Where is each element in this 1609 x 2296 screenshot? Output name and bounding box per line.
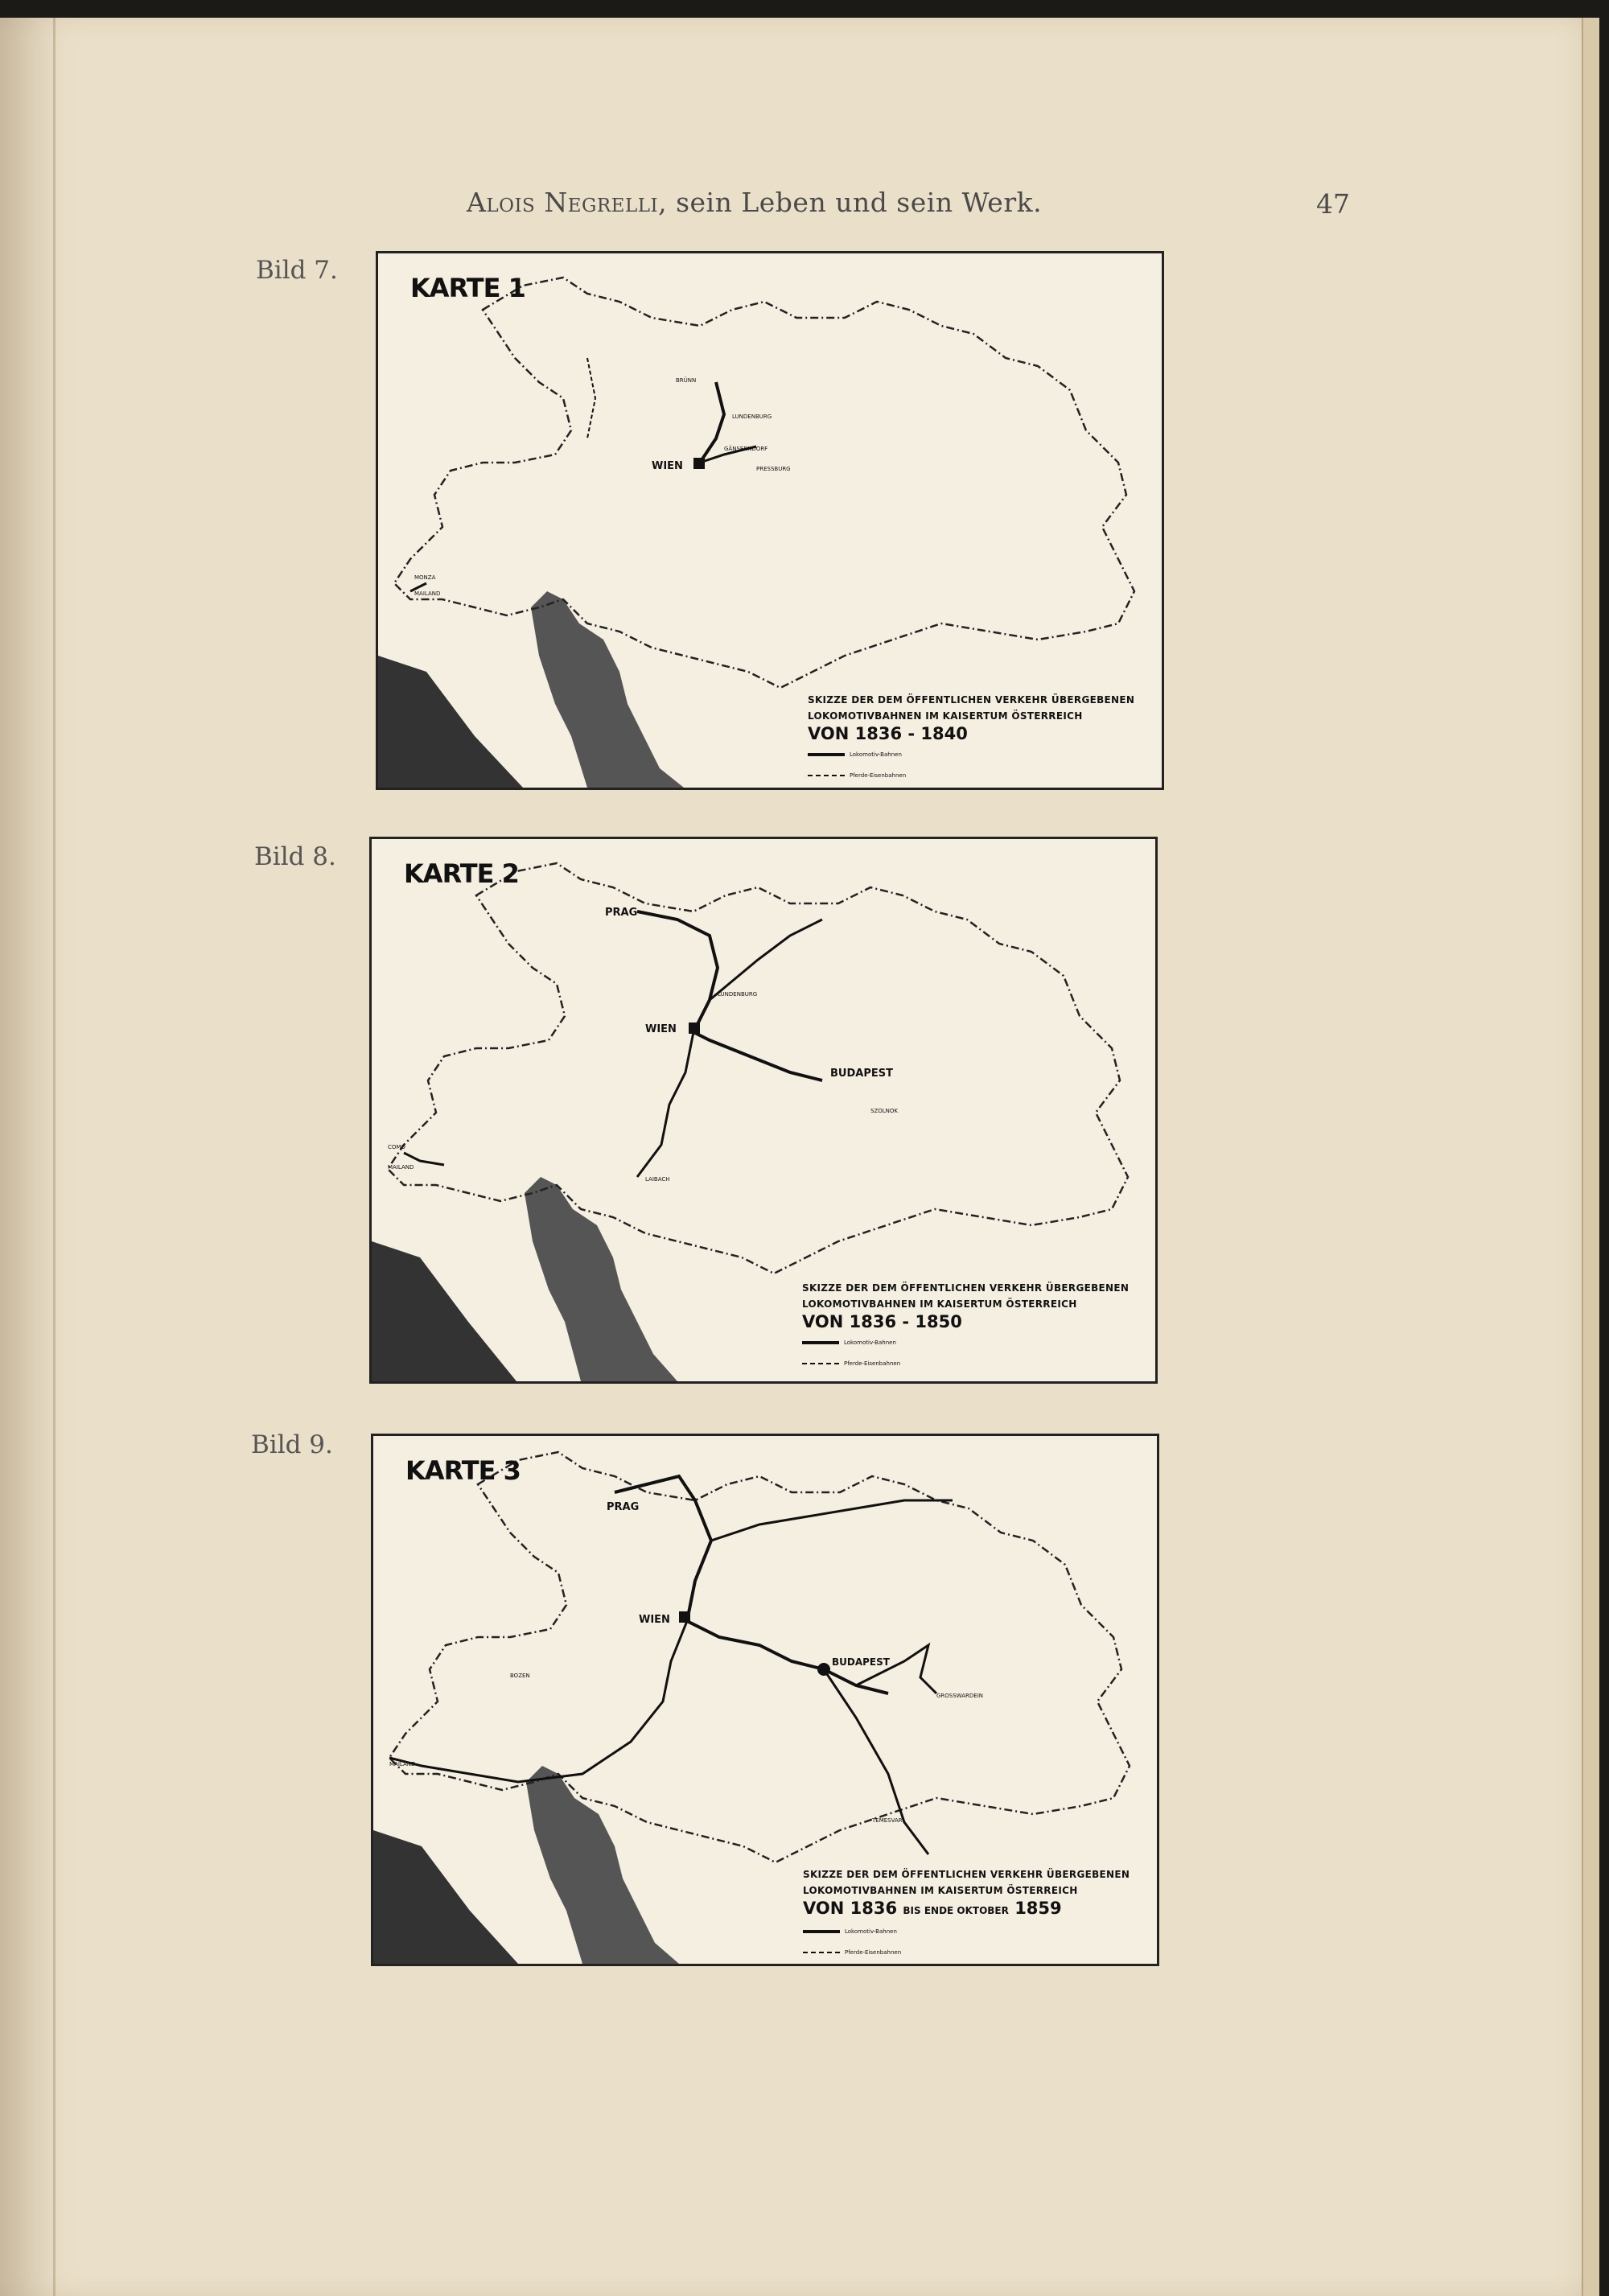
legend-line1-1: SKIZZE DER DEM ÖFFENTLICHEN VERKEHR ÜBERGEBENEN <box>808 694 1135 706</box>
map-karte-2 <box>369 837 1158 1384</box>
railway-debreczin <box>856 1645 936 1693</box>
sea-hatch-left <box>378 656 523 788</box>
svg-text:BUDAPEST: BUDAPEST <box>832 1656 890 1668</box>
map-title-2: KARTE 2 <box>404 858 519 889</box>
map-legend-2 <box>802 1280 1129 1372</box>
legend-entry-dashed-3: Pferde-Eisenbahnen <box>803 1944 1130 1961</box>
railway-galizien <box>711 1500 953 1541</box>
figure-label-2: Bild 8. <box>254 842 336 871</box>
legend-entry-solid-3: Lokomotiv-Bahnen <box>803 1924 1130 1940</box>
svg-text:MAILAND: MAILAND <box>388 1164 414 1171</box>
svg-text:LUNDENBURG: LUNDENBURG <box>718 991 758 998</box>
svg-text:LUNDENBURG: LUNDENBURG <box>732 414 772 420</box>
svg-text:WIEN: WIEN <box>639 1614 670 1626</box>
svg-text:GÄNSERNDORF: GÄNSERNDORF <box>724 446 768 452</box>
figure-label-3: Bild 9. <box>251 1430 333 1459</box>
legend-line3-1: VON 1836 - 1840 <box>808 724 968 743</box>
svg-text:PRAG: PRAG <box>605 907 638 919</box>
border-outline-1 <box>394 278 1134 688</box>
legend-entry-solid-1: Lokomotiv-Bahnen <box>808 747 1134 763</box>
railway-szegedin <box>824 1669 928 1854</box>
svg-text:WIEN: WIEN <box>645 1023 677 1035</box>
svg-text:BRÜNN: BRÜNN <box>676 377 697 384</box>
map-title-3: KARTE 3 <box>405 1455 521 1486</box>
document-page <box>0 18 1599 2296</box>
svg-text:MAILAND: MAILAND <box>414 590 441 597</box>
svg-text:TEMESVAR: TEMESVAR <box>872 1817 903 1824</box>
svg-text:GROSSWARDEIN: GROSSWARDEIN <box>936 1693 983 1699</box>
svg-text:COMO: COMO <box>388 1144 405 1150</box>
svg-text:LAIBACH: LAIBACH <box>645 1176 670 1183</box>
label-wien-1: WIEN <box>652 460 683 472</box>
legend-line1-2: SKIZZE DER DEM ÖFFENTLICHEN VERKEHR ÜBERGEBENEN <box>802 1282 1130 1294</box>
legend-line3-3: VON 1836 BIS ENDE OKTOBER 1859 <box>803 1899 1062 1918</box>
svg-text:MONZA: MONZA <box>414 574 436 581</box>
svg-text:PRESSBURG: PRESSBURG <box>756 466 791 472</box>
railway-suedbahn <box>637 1032 693 1177</box>
figure-label-1: Bild 7. <box>256 256 338 285</box>
svg-text:BUDAPEST: BUDAPEST <box>830 1068 893 1080</box>
railway-krakau <box>710 920 822 1000</box>
page-number: 47 <box>1316 188 1350 220</box>
railway-nordbahn <box>700 382 724 463</box>
map-karte-1 <box>376 251 1164 790</box>
legend-entry-dashed-1: Pferde-Eisenbahnen <box>808 767 1134 784</box>
author-rest-n: egrelli <box>567 187 659 218</box>
legend-line3-2: VON 1836 - 1850 <box>802 1312 962 1331</box>
legend-entry-solid-2: Lokomotiv-Bahnen <box>802 1335 1129 1351</box>
legend-line1-3: SKIZZE DER DEM ÖFFENTLICHEN VERKEHR ÜBERGEBENEN <box>803 1869 1130 1880</box>
svg-text:MAILAND: MAILAND <box>389 1761 416 1767</box>
adriatic-sea <box>531 591 684 788</box>
author-initial-n: N <box>544 187 568 218</box>
legend-entry-dashed-2: Pferde-Eisenbahnen <box>802 1356 1129 1372</box>
author-rest-a: lois <box>486 187 536 218</box>
map-legend-3 <box>803 1866 1130 1961</box>
running-head <box>467 187 1042 218</box>
city-marker-wien-1 <box>693 458 705 469</box>
map-karte-3 <box>371 1434 1159 1966</box>
running-title: , sein Leben und sein Werk. <box>658 187 1043 218</box>
legend-line2-3: LOKOMOTIVBAHNEN IM KAISERTUM ÖSTERREICH <box>803 1885 1078 1896</box>
legend-line2-2: LOKOMOTIVBAHNEN IM KAISERTUM ÖSTERREICH <box>802 1298 1077 1310</box>
legend-line2-1: LOKOMOTIVBAHNEN IM KAISERTUM ÖSTERREICH <box>808 710 1083 722</box>
map-legend-1 <box>808 692 1134 784</box>
binding-gutter <box>53 18 56 2296</box>
svg-text:BOZEN: BOZEN <box>510 1673 530 1679</box>
page-edge <box>1582 18 1599 2296</box>
map-title-1: KARTE 1 <box>410 273 525 303</box>
svg-text:PRAG: PRAG <box>607 1501 640 1513</box>
svg-text:SZOLNOK: SZOLNOK <box>870 1108 898 1114</box>
author-initial-a: A <box>467 187 487 218</box>
railway-suedbahn-3 <box>389 1621 687 1782</box>
horse-railway-1 <box>587 358 595 438</box>
